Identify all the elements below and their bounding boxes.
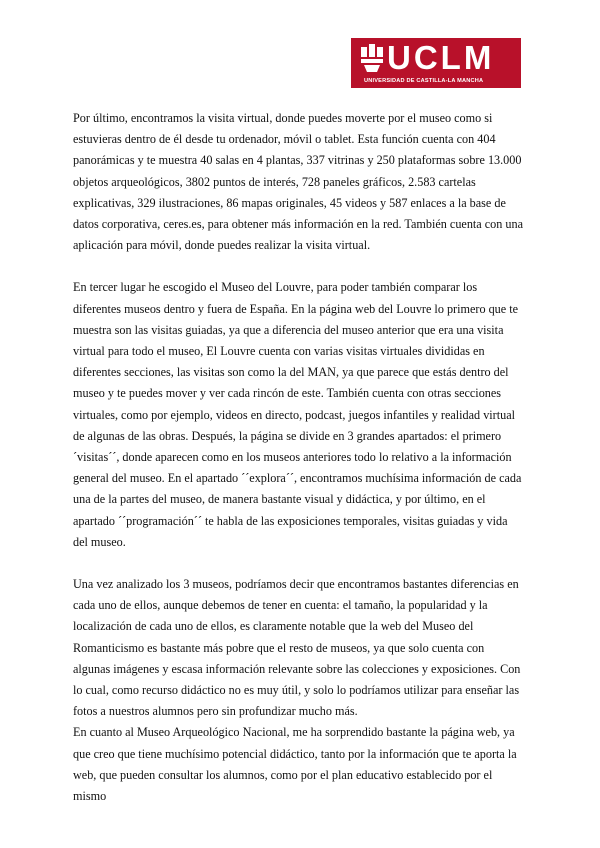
logo-subtitle: UNIVERSIDAD DE CASTILLA-LA MANCHA <box>364 78 484 84</box>
paragraph-comparison: Una vez analizado los 3 museos, podríamos decir que encontramos bastantes diferencias en cada uno de ellos, aunque debemos de tener en cuenta: el tamaño, la popularidad y la localización de cada uno de ellos, es claramente notable que la web del Museo del Romanticismo es bastante más pobre que el resto de museos, ya que solo cuenta con algunas imágenes y escasa información relevante sobre las colecciones y exposiciones. Con lo cual, como recurso didáctico no es muy útil, y solo lo podríamos utilizar para enseñar las fotos a nuestros alumnos pero sin profundizar mucho más. <box>73 577 521 719</box>
castle-emblem-icon <box>359 44 385 74</box>
paragraph-louvre: En tercer lugar he escogido el Museo del Louvre, para poder también comparar los diferentes museos dentro y fuera de España. En la página web del Louvre lo primero que te muestra son las visitas guiadas, ya que a diferencia del museo anterior que era una visita virtual para todo el museo, El Louvre cuenta con varias visitas virtuales divididas en diferentes secciones, las visitas son como la del MAN, ya que parece que estás dentro del museo y te puedes mover y ver cada rincón de este. También cuenta con otras secciones virtuales, como por ejemplo, videos en directo, podcast, juegos infantiles y realidad virtual de algunas de las obras. Después, la página se divide en 3 grandes apartados: el primero ´visitas´´, donde aparecen como en los museos anteriores todo lo relativo a la información general del museo. En el apartado ´´explora´´, encontramos muchísima información de cada una de la partes del museo, de manera bastante visual y didáctica, y por último, en el apartado ´´programación´´ te habla de las exposiciones temporales, visitas guiadas y vida del museo. <box>73 280 522 549</box>
document-body <box>73 108 524 807</box>
paragraph-visita-virtual: Por último, encontramos la visita virtual, donde puedes moverte por el museo como si estuvieras dentro de él desde tu ordenador, móvil o tablet. Esta función cuenta con 404 panorámicas y te muestra 40 salas en 4 plantas, 337 vitrinas y 250 plataformas sobre 13.000 objetos arqueológicos, 3802 puntos de interés, 728 paneles gráficos, 2.583 cartelas explicativas, 329 ilustraciones, 86 mapas originales, 45 videos y 587 enlaces a la base de datos corporativa, ceres.es, para obtener más información en la red. También cuenta con una aplicación para móvil, donde puedes realizar la visita virtual. <box>73 111 524 253</box>
paragraph-man: En cuanto al Museo Arqueológico Nacional, me ha sorprendido bastante la página web, ya que creo que tiene muchísimo potencial didáctico, tanto por la información que te aporta la web, que pueden consultar los alumnos, como por el plan educativo establecido por el mismo <box>73 725 517 804</box>
uclm-logo <box>351 38 521 88</box>
logo-wordmark: UCLM <box>387 39 495 76</box>
